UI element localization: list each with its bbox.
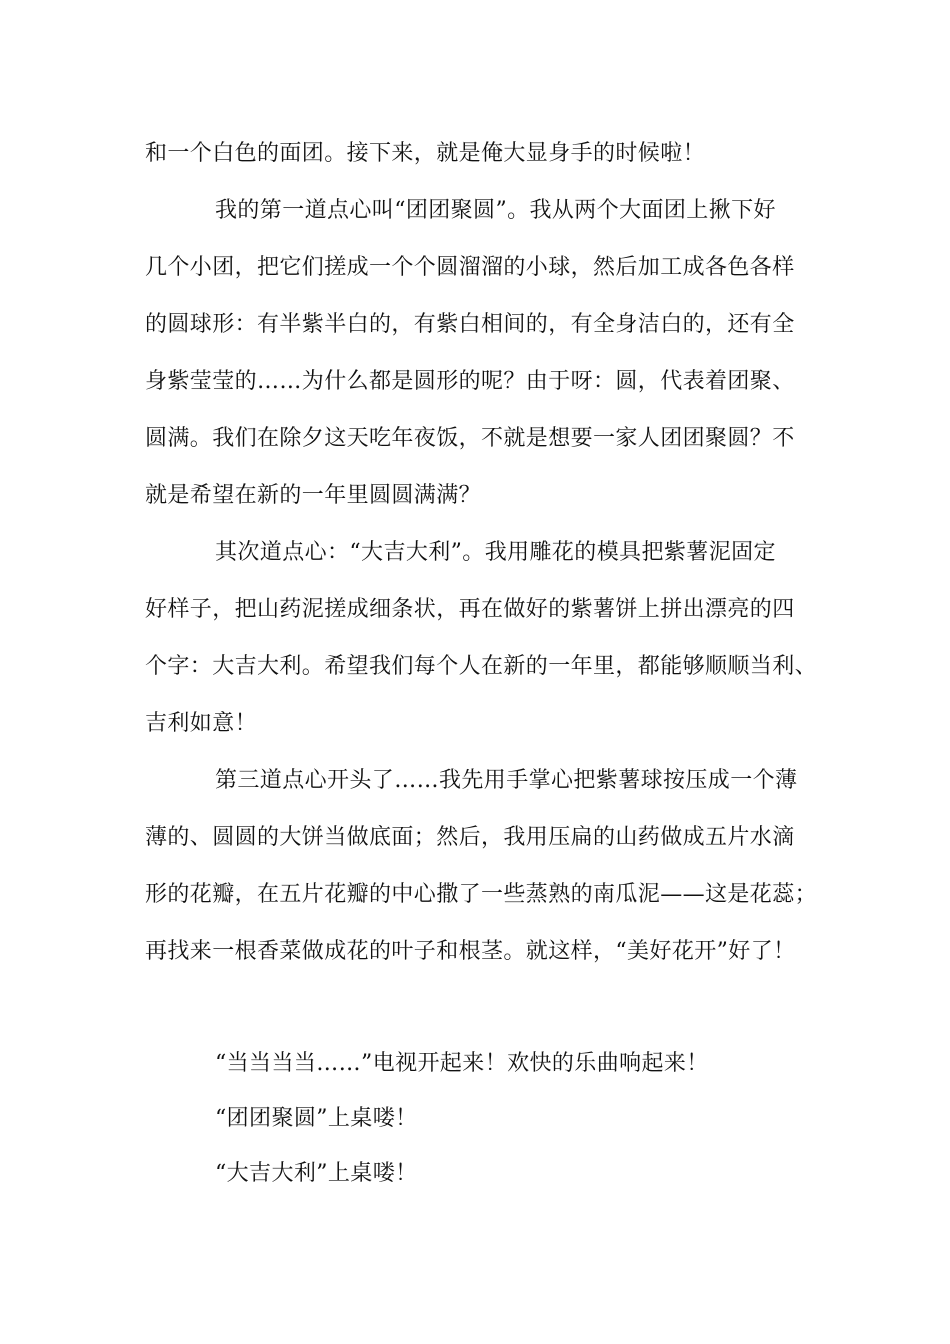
paragraph-line: 圆满。我们在除夕这天吃年夜饭，不就是想要一家人团团聚圆？不 <box>145 426 795 451</box>
blank-line <box>145 980 815 1036</box>
paragraph-line: 好样子，把山药泥搓成细条状，再在做好的紫薯饼上拼出漂亮的四 <box>145 597 795 622</box>
paragraph-line: 吉利如意！ <box>145 711 258 736</box>
paragraph-line: “大吉大利”上桌喽！ <box>215 1161 418 1186</box>
paragraph-line: 的圆球形：有半紫半白的，有紫白相间的，有全身洁白的，还有全 <box>145 312 795 337</box>
paragraph-line: 和一个白色的面团。接下来，就是俺大显身手的时候啦！ <box>145 141 706 166</box>
paragraph-line: “团团聚圆”上桌喽！ <box>215 1106 418 1131</box>
paragraph-line: “当当当当……”电视开起来！欢快的乐曲响起来！ <box>215 1051 709 1076</box>
paragraph-line: 形的花瓣，在五片花瓣的中心撒了一些蒸熟的南瓜泥——这是花蕊； <box>145 882 818 907</box>
paragraph-line: 个字：大吉大利。希望我们每个人在新的一年里，都能够顺顺当利、 <box>145 654 818 679</box>
paragraph-line: 身紫莹莹的……为什么都是圆形的呢？由于呀：圆，代表着团聚、 <box>145 369 795 394</box>
paragraph-line: 薄的、圆圆的大饼当做底面；然后，我用压扁的山药做成五片水滴 <box>145 825 795 850</box>
document-body <box>145 125 818 1201</box>
paragraph-line: 再找来一根香菜做成花的叶子和根茎。就这样，“美好花开”好了！ <box>145 939 796 964</box>
paragraph-line: 其次道点心：“大吉大利”。我用雕花的模具把紫薯泥固定 <box>215 540 776 565</box>
paragraph-line: 第三道点心开头了……我先用手掌心把紫薯球按压成一个薄 <box>215 768 798 793</box>
paragraph-line: 就是希望在新的一年里圆圆满满？ <box>145 483 482 508</box>
paragraph-line: 我的第一道点心叫“团团聚圆”。我从两个大面团上揪下好 <box>215 198 776 223</box>
paragraph-line: 几个小团，把它们搓成一个个圆溜溜的小球，然后加工成各色各样 <box>145 255 795 280</box>
